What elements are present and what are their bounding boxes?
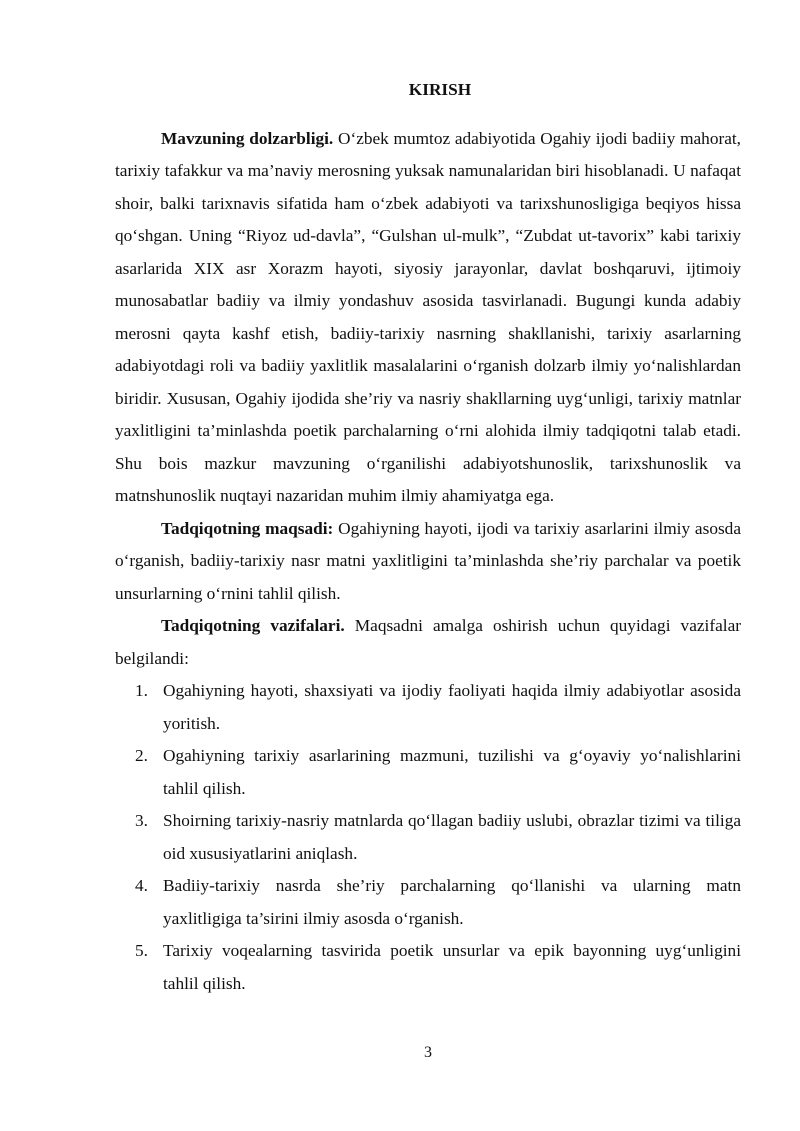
paragraph-text: Maqsadni amalga oshirish uchun quyidagi vazifalar belgilandi: — [115, 616, 741, 668]
paragraph-lead: Mavzuning dolzarbligi. — [161, 128, 334, 148]
list-item — [115, 870, 741, 935]
list-item-number: 1. — [135, 681, 148, 700]
list-item-number: 2. — [135, 746, 148, 765]
list-item — [115, 675, 741, 740]
paragraph-tasks-intro — [115, 610, 741, 675]
tasks-list — [115, 675, 741, 1000]
paragraph-text: O‘zbek mumtoz adabiyotida Ogahiy ijodi badiiy mahorat, tarixiy tafakkur va ma’naviy merosning yuksak namunalaridan biri hisoblanadi. U nafaqat shoir, balki tarixnavis sifatida ham o‘zbek adabiyoti va tarixshunosligiga beqiyos hissa qo‘shgan. Uning “Riyoz ud-davla”, “Gulshan ul-mulk”, “Zubdat ut-tavorix” kabi tarixiy asarlarida XIX asr Xorazm hayoti, siyosiy jarayonlar, davlat boshqaruvi, ijtimoiy munosabatlar badiiy va ilmiy yondashuv asosida tasvirlanadi. Bugungi kunda adabiy merosni qayta kashf etish, badiiy-tarixiy nasrning shakllanishi, tarixiy asarlarning adabiyotdagi roli va badiiy yaxlitlik masalalarini o‘rganish dolzarb ilmiy yo‘nalishlardan biridir. Xususan, Ogahiy ijodida she’riy va nasriy shakllarning uyg‘unligi, tarixiy matnlar yaxlitligini ta’minlashda poetik parchalarning o‘rni alohida ilmiy tadqiqotni talab etadi. Shu bois mazkur mavzuning o‘rganilishi adabiyotshunoslik, tarixshunoslik va matnshunoslik nuqtayi nazaridan muhim ilmiy ahamiyatga ega. — [115, 128, 742, 505]
paragraph-relevance — [115, 123, 741, 513]
list-item-text: Ogahiyning hayoti, shaxsiyati va ijodiy faoliyati haqida ilmiy adabiyotlar asosida yoritish. — [163, 681, 741, 733]
list-item-number: 5. — [135, 941, 148, 960]
list-item-text: Ogahiyning tarixiy asarlarining mazmuni, tuzilishi va g‘oyaviy yo‘nalishlarini tahlil qilish. — [163, 746, 741, 798]
list-item — [115, 740, 741, 805]
list-item — [115, 935, 741, 1000]
list-item-number: 4. — [135, 876, 148, 895]
page-title: KIRISH — [408, 80, 472, 99]
paragraph-lead: Tadqiqotning maqsadi: — [161, 518, 334, 538]
paragraph-text: Ogahiyning hayoti, ijodi va tarixiy asarlarini ilmiy asosda o‘rganish, badiiy-tarixiy nasr matni yaxlitligini ta’minlashda she’riy parchalar va poetik unsurlarning o‘rnini tahlil qilish. — [115, 518, 741, 603]
paragraph-goal — [115, 513, 741, 611]
paragraph-lead: Tadqiqotning vazifalari. — [161, 616, 345, 635]
page-number: 3 — [424, 1044, 432, 1061]
page-body — [115, 74, 741, 1000]
list-item — [115, 805, 741, 870]
list-item-text: Badiiy-tarixiy nasrda she’riy parchalarning qo‘llanishi va ularning matn yaxlitligiga ta’sirini ilmiy asosda o‘rganish. — [163, 876, 741, 928]
list-item-text: Tarixiy voqealarning tasvirida poetik unsurlar va epik bayonning uyg‘unligini tahlil qilish. — [163, 941, 741, 993]
list-item-number: 3. — [135, 811, 148, 830]
list-item-text: Shoirning tarixiy-nasriy matnlarda qo‘llagan badiiy uslubi, obrazlar tizimi va tiliga oid xususiyatlarini aniqlash. — [163, 811, 741, 863]
